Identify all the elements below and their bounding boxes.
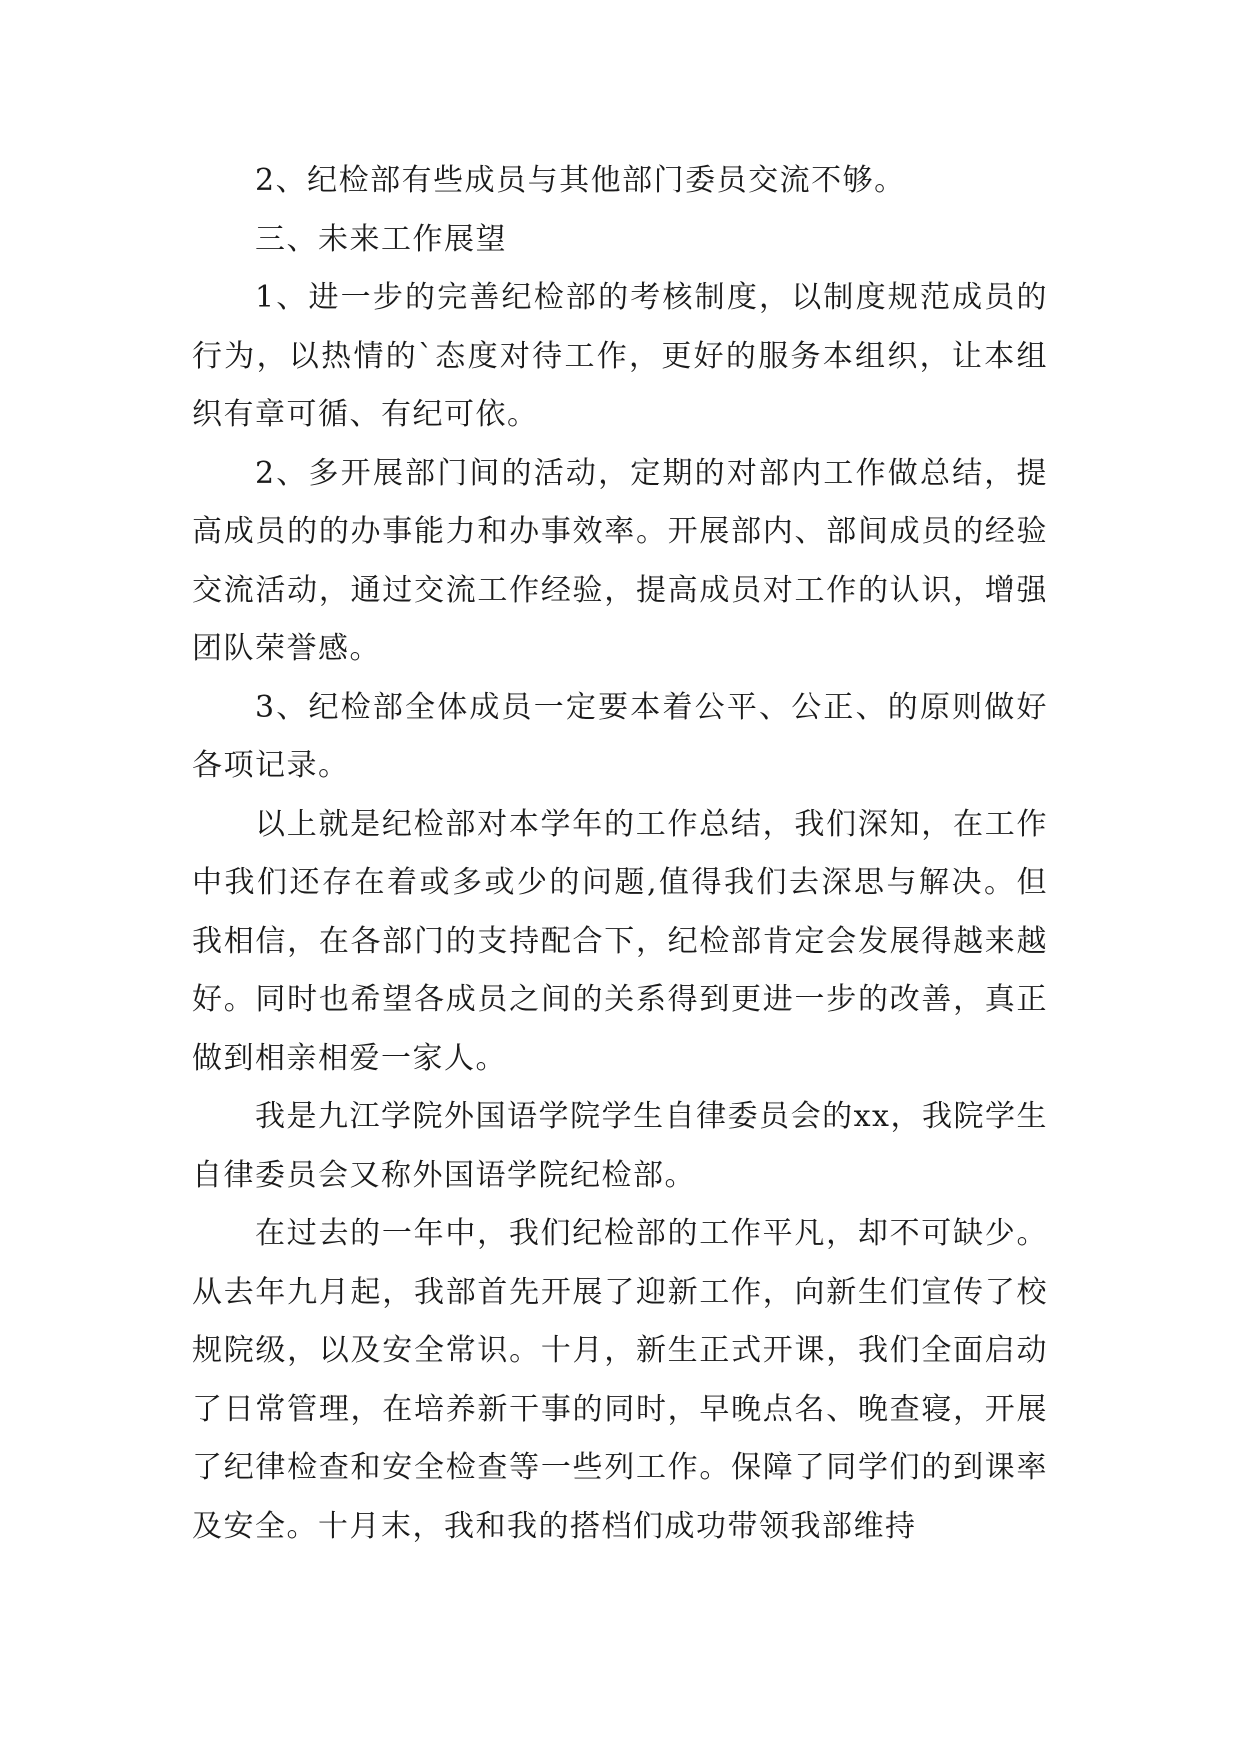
paragraph-past-year-review: 在过去的一年中，我们纪检部的工作平凡，却不可缺少。从去年九月起，我部首先开展了迎新工作，向新生们宣传了校规院级，以及安全常识。十月，新生正式开课，我们全面启动了日常管理，在培养新干事的同时，早晚点名、晚查寝，开展了纪律检查和安全检查等一些列工作。保障了同学们的到课率及安全。十月末，我和我的搭档们成功带领我部维持 bbox=[192, 1216, 1048, 1544]
paragraph-introduction: 我是九江学院外国语学院学生自律委员会的xx，我院学生自律委员会又称外国语学院纪检部。 bbox=[192, 1099, 1048, 1193]
paragraph-conclusion: 以上就是纪检部对本学年的工作总结，我们深知，在工作中我们还存在着或多或少的问题,值得我们去深思与解决。但我相信，在各部门的支持配合下，纪检部肯定会发展得越来越好。同时也希望各成员之间的关系得到更进一步的改善，真正做到相亲相爱一家人。 bbox=[192, 806, 1048, 1076]
paragraph-item-2-activities: 2、多开展部门间的活动，定期的对部内工作做总结，提高成员的的办事能力和办事效率。开展部内、部间成员的经验交流活动，通过交流工作经验，提高成员对工作的认识，增强团队荣誉感。 bbox=[192, 455, 1048, 666]
paragraph-item-3-records: 3、纪检部全体成员一定要本着公平、公正、的原则做好各项记录。 bbox=[192, 689, 1048, 783]
document-body bbox=[192, 152, 1048, 1556]
paragraph-item-1-assessment: 1、进一步的完善纪检部的考核制度，以制度规范成员的行为，以热情的`态度对待工作，更好的服务本组织，让本组织有章可循、有纪可依。 bbox=[192, 280, 1048, 432]
section-heading-future-outlook: 三、未来工作展望 bbox=[255, 221, 507, 257]
paragraph-item-2-communication: 2、纪检部有些成员与其他部门委员交流不够。 bbox=[255, 163, 906, 198]
